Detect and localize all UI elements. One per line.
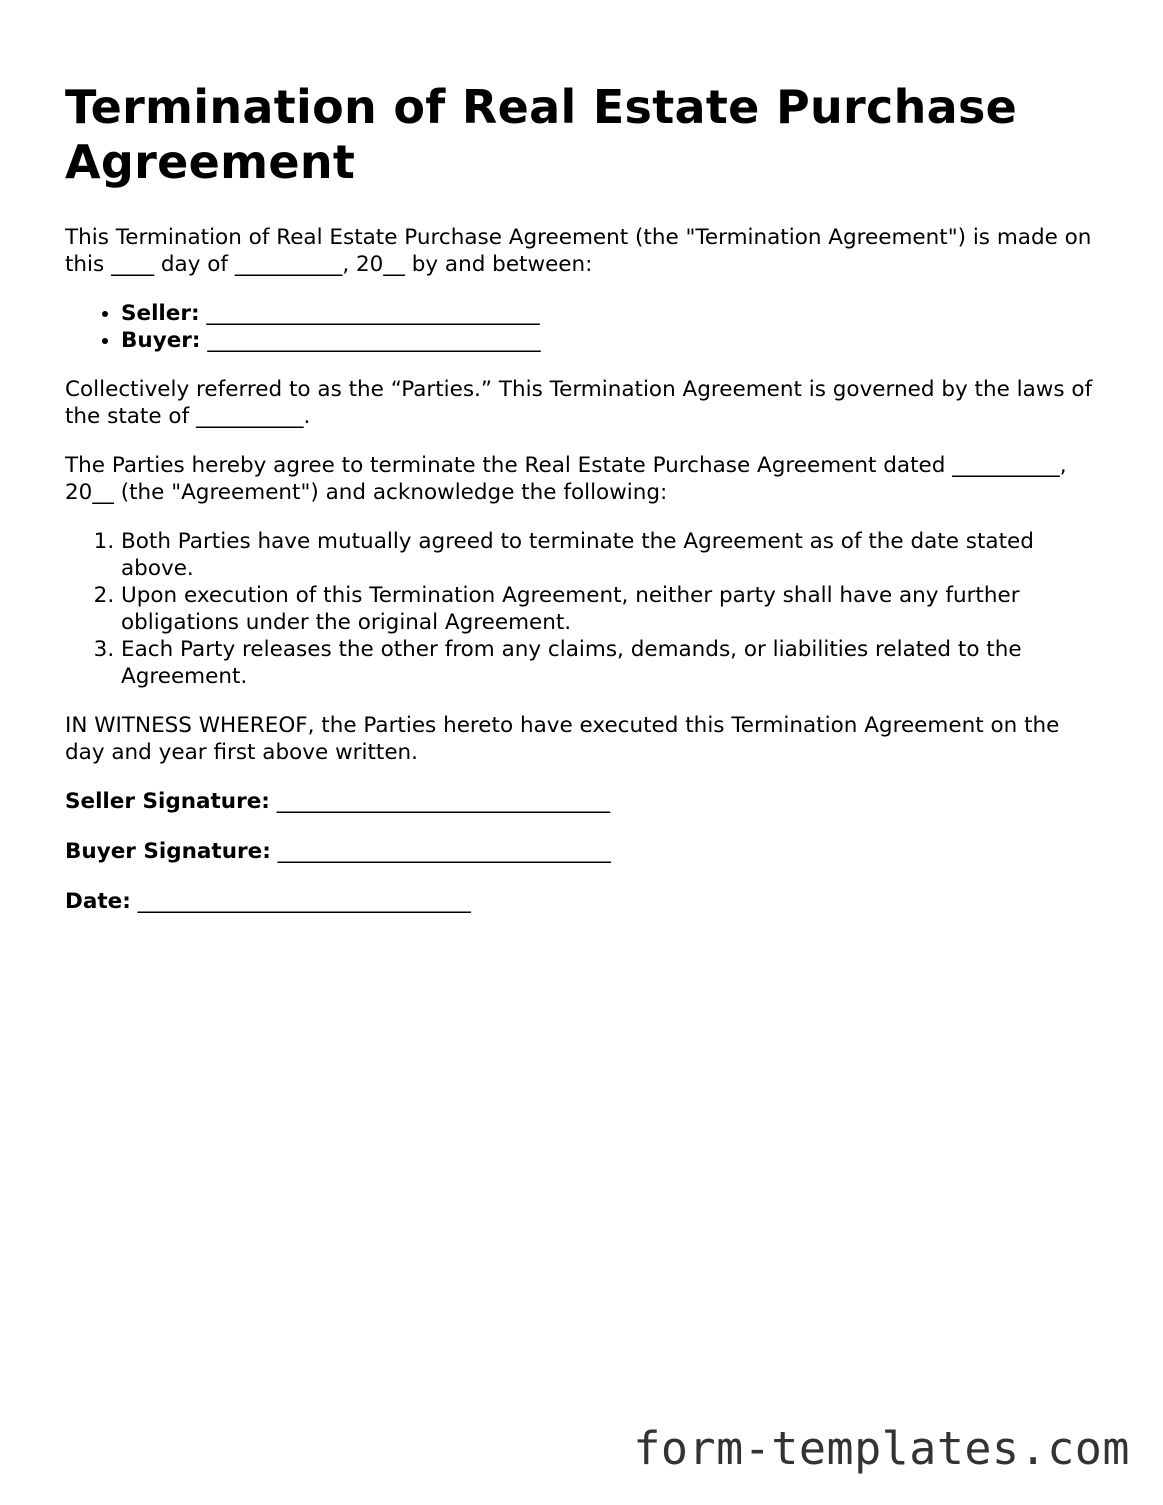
party-seller-label: Seller: xyxy=(121,301,200,326)
term-item-2: 2. Upon execution of this Termination Agreement, neither party shall have any further obligations under the original Agreement. xyxy=(121,582,1105,636)
parties-list xyxy=(65,300,1105,354)
buyer-signature-blank: _______________________________ xyxy=(270,839,611,864)
party-seller-blank: _______________________________ xyxy=(199,301,540,326)
terms-list xyxy=(65,528,1105,690)
party-buyer xyxy=(121,327,1105,354)
term-item-1: 1. Both Parties have mutually agreed to terminate the Agreement as of the date stated above. xyxy=(121,528,1105,582)
document-title: Termination of Real Estate Purchase Agreement xyxy=(65,80,1018,189)
document-page xyxy=(65,80,1105,938)
agreement-paragraph: The Parties hereby agree to terminate the Real Estate Purchase Agreement dated __________, 20__ (the "Agreement") and acknowledge the following: xyxy=(65,453,1067,505)
date-label: Date: xyxy=(65,889,131,914)
date-line xyxy=(65,888,1105,915)
date-blank: _______________________________ xyxy=(130,889,471,914)
party-buyer-blank: _______________________________ xyxy=(200,328,541,353)
buyer-signature-line xyxy=(65,838,1105,865)
party-buyer-label: Buyer: xyxy=(121,328,201,353)
seller-signature-label: Seller Signature: xyxy=(65,789,270,814)
party-seller xyxy=(121,300,1105,327)
seller-signature-blank: _______________________________ xyxy=(269,789,610,814)
governing-law-paragraph: Collectively referred to as the “Parties.” This Termination Agreement is governed by the laws of the state of __________. xyxy=(65,377,1093,429)
intro-paragraph: This Termination of Real Estate Purchase Agreement (the "Termination Agreement") is made on this ____ day of __________, 20__ by and between: xyxy=(65,225,1092,277)
witness-paragraph: IN WITNESS WHEREOF, the Parties hereto have executed this Termination Agreement on the day and year first above written. xyxy=(65,713,1060,765)
watermark-text: form-templates.com xyxy=(633,1422,1130,1475)
term-item-3: 3. Each Party releases the other from any claims, demands, or liabilities related to the Agreement. xyxy=(121,636,1105,690)
seller-signature-line xyxy=(65,788,1105,815)
buyer-signature-label: Buyer Signature: xyxy=(65,839,271,864)
